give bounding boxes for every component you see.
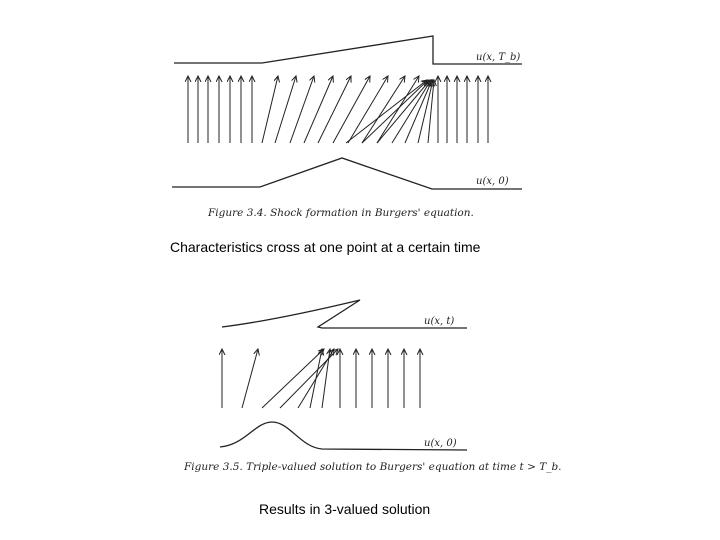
label-u-x-t: u(x, t) — [424, 316, 455, 327]
characteristic-fan-1 — [275, 76, 296, 143]
curve-u-x-0-top — [172, 158, 522, 189]
characteristic-fan-3 — [304, 76, 333, 143]
characteristic-b-2 — [262, 349, 324, 408]
curve-u-x-tb — [174, 36, 522, 64]
label-u-x-0-top: u(x, 0) — [476, 176, 509, 187]
characteristic-fan-5 — [333, 76, 370, 143]
characteristic-converge-2 — [377, 80, 430, 143]
characteristic-b-1 — [242, 349, 258, 408]
characteristics-bottom — [222, 349, 420, 408]
label-u-x-0-bottom: u(x, 0) — [424, 438, 457, 449]
figure-shock-formation — [172, 36, 522, 219]
slide-caption-three-valued: Results in 3-valued solution — [259, 501, 431, 517]
characteristic-fan-4 — [318, 76, 351, 143]
slide-caption-characteristics: Characteristics cross at one point at a certain time — [170, 239, 481, 255]
label-u-x-tb: u(x, T_b) — [476, 52, 521, 63]
characteristics-top — [188, 76, 488, 143]
characteristic-b-5 — [310, 349, 322, 408]
figure-triple-valued — [183, 300, 562, 473]
characteristic-fan-2 — [290, 76, 314, 143]
characteristic-fan-0 — [262, 76, 278, 143]
characteristic-converge-0 — [346, 80, 427, 143]
figure-3-4-caption: Figure 3.4. Shock formation in Burgers' equation. — [208, 207, 474, 219]
figure-3-5-caption: Figure 3.5. Triple-valued solution to Burgers' equation at time t > T_b. — [184, 461, 562, 473]
characteristic-b-6 — [322, 349, 330, 408]
